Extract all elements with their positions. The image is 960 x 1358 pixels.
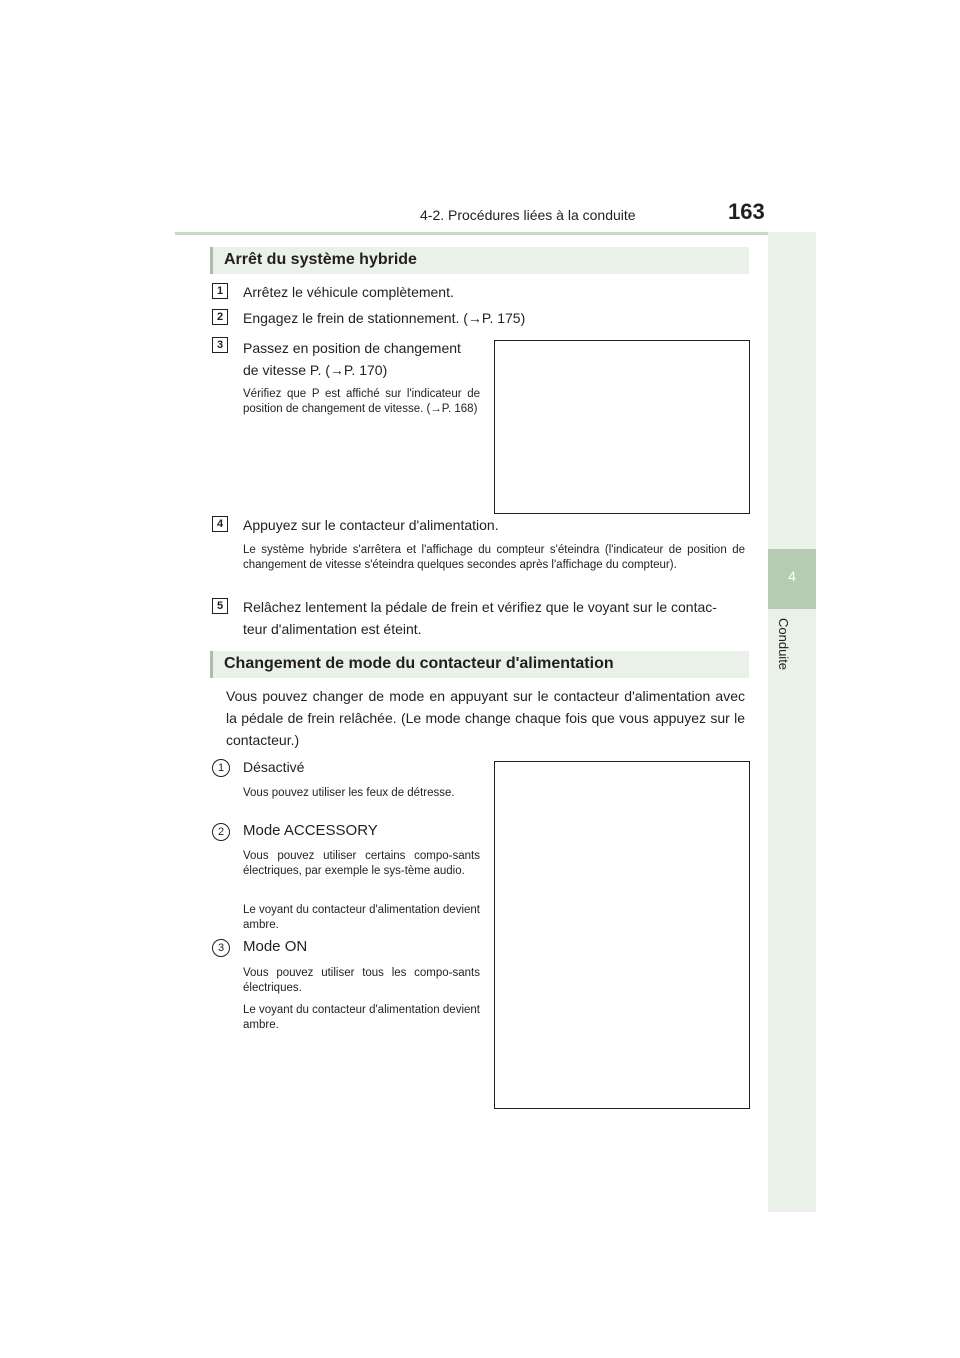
illustration-power-switch-modes	[494, 761, 750, 1109]
mode-1-note: Vous pouvez utiliser les feux de détresse.	[243, 787, 455, 799]
step-1-text: Arrêtez le véhicule complètement.	[243, 284, 454, 300]
mode-3-note: Vous pouvez utiliser tous les compo-sants électriques.	[243, 967, 480, 994]
chapter-tab-label: Conduite	[776, 618, 791, 671]
mode-2-note: Vous pouvez utiliser certains compo-sants électriques, par exemple le sys-tème audio.	[243, 850, 480, 877]
illustration-shift-position	[494, 340, 750, 514]
header-rule	[175, 232, 815, 235]
step-badge-5: 5	[212, 598, 228, 614]
step-badge-2: 2	[212, 309, 228, 325]
mode-2-title: Mode ACCESSORY	[243, 822, 378, 839]
mode-3-note-indicator: Le voyant du contacteur d'alimentation devient ambre.	[243, 1004, 480, 1031]
mode-3-title: Mode ON	[243, 938, 308, 955]
step-badge-4: 4	[212, 516, 228, 532]
mode-1-title: Désactivé	[243, 759, 305, 775]
step-3-note: Vérifiez que P est affiché sur l'indicateur de position de changement de vitesse. (→P. 168)	[243, 388, 480, 415]
page-number: 163	[728, 199, 765, 224]
section-title-stop-hybrid: Arrêt du système hybride	[224, 251, 417, 268]
mode-number-2: 2	[212, 823, 230, 841]
step-4-text: Appuyez sur le contacteur d'alimentation.	[243, 517, 499, 533]
step-2-text: Engagez le frein de stationnement. (→P. 175)	[243, 310, 526, 326]
step-4-note: Le système hybride s'arrêtera et l'affichage du compteur s'éteindra (l'indicateur de position de changement de vitesse s'éteindra quelques secondes après l'affichage du compteur).	[243, 544, 745, 571]
mode-number-3: 3	[212, 939, 230, 957]
side-strip	[768, 232, 816, 1212]
step-3-line2: de vitesse P. (→P. 170)	[243, 362, 388, 378]
section-title-power-switch-mode: Changement de mode du contacteur d'alimentation	[224, 655, 614, 672]
section2-intro: Vous pouvez changer de mode en appuyant sur le contacteur d'alimentation avec la pédale de frein relâchée. (Le mode change chaque fois que vous appuyez sur le contacteur.)	[226, 688, 745, 748]
step-5-line2: teur d'alimentation est éteint.	[243, 621, 422, 637]
step-badge-3: 3	[212, 337, 228, 353]
chapter-tab-number: 4	[788, 568, 796, 584]
running-header-title: 4-2. Procédures liées à la conduite	[420, 207, 636, 223]
step-badge-1: 1	[212, 283, 228, 299]
mode-number-1: 1	[212, 759, 230, 777]
step-5-line1: Relâchez lentement la pédale de frein et vérifiez que le voyant sur le contac-	[243, 599, 717, 615]
mode-2-note-indicator: Le voyant du contacteur d'alimentation devient ambre.	[243, 904, 480, 931]
step-3-line1: Passez en position de changement	[243, 340, 461, 356]
